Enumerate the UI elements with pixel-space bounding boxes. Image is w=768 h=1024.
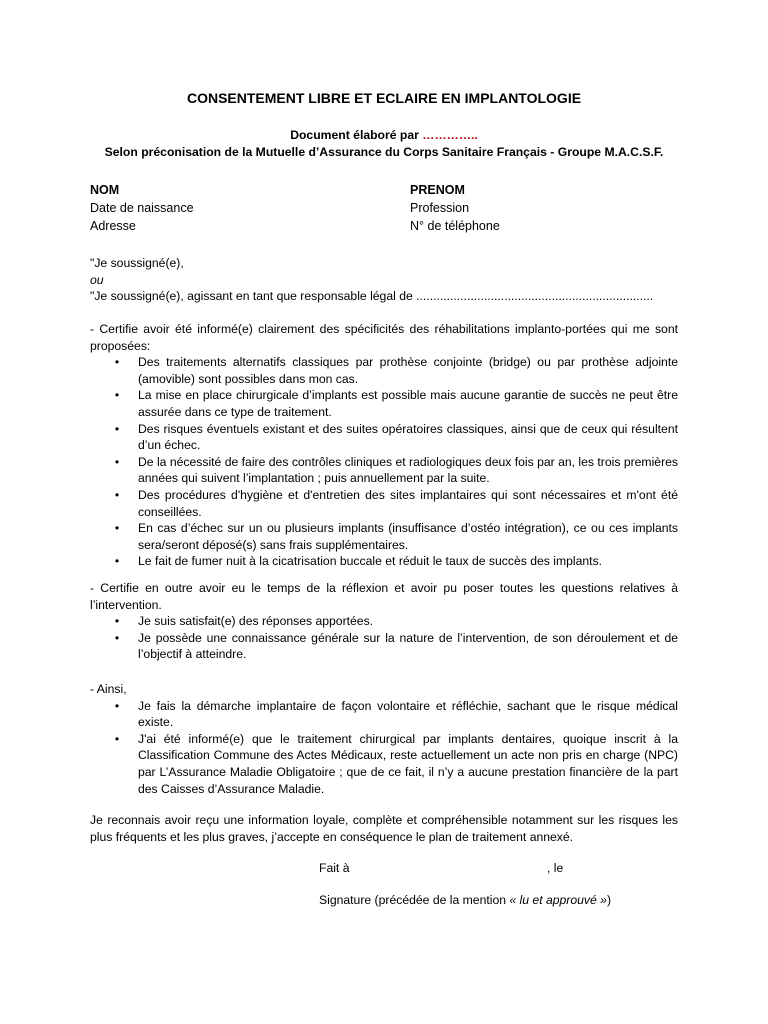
bullet-icon: • (114, 388, 120, 403)
bullet-icon: • (114, 614, 120, 629)
bullet-icon: • (114, 454, 120, 469)
field-phone: N° de téléphone (410, 219, 500, 233)
list-item: • En cas d’échec sur un ou plusieurs implants (insuffisance d’ostéo intégration), ce ou ces implants sera/seront déposé(s) sans frais supplémentaires. (138, 520, 678, 553)
bullet-icon: • (114, 421, 120, 436)
section-information (90, 321, 678, 570)
bullet-icon: • (114, 487, 120, 502)
list-item: • Je possède une connaissance générale sur la nature de l’intervention, de son déroulement et de l’objectif à atteindre. (138, 630, 678, 663)
recommendation-line: Selon préconisation de la Mutuelle d’Assurance du Corps Sanitaire Français - Groupe M.A.C.S.F. (104, 145, 664, 159)
place-date-line (319, 860, 579, 877)
section-intro: - Certifie en outre avoir eu le temps de la réflexion et avoir pu poser toutes les questions relatives à l’intervention. (90, 581, 678, 612)
signature-line (319, 892, 679, 909)
bullet-icon: • (114, 731, 120, 746)
list-item: • J'ai été informé(e) que le traitement chirurgical par implants dentaires, quoique inscrit à la Classification Commune des Actes Médicaux, reste actuellement un acte non pris en charge (NPC) par L’Assurance Maladie Obligatoire ; que de ce fait, il n’y a aucune prestation financière de la part des Caisses d’Assurance Maladie. (138, 731, 678, 797)
signer-line-1: "Je soussigné(e), (90, 256, 184, 270)
bullet-icon: • (114, 554, 120, 569)
bullet-list (90, 354, 678, 570)
list-item: • Des procédures d'hygiène et d'entretien des sites implantaires qui sont nécessaires et m'ont été conseillées. (138, 487, 678, 520)
field-address: Adresse (90, 219, 136, 233)
list-item: • La mise en place chirurgicale d’implants est possible mais aucune garantie de succès ne peut être assurée dans ce type de traitement. (138, 387, 678, 420)
field-profession: Profession (410, 201, 470, 215)
date-label: , le (547, 861, 564, 875)
author-line (0, 127, 768, 144)
field-nom: NOM (90, 183, 120, 197)
list-item: • Je suis satisfait(e) des réponses apportées. (138, 613, 678, 630)
bullet-icon: • (114, 355, 120, 370)
author-placeholder: ………….. (422, 128, 478, 142)
signer-line-2: "Je soussigné(e), agissant en tant que responsable légal de ...................................................................... (90, 289, 654, 304)
bullet-list (90, 613, 678, 663)
bullet-icon: • (114, 521, 120, 536)
section-ainsi (90, 681, 678, 797)
conclusion-text: Je reconnais avoir reçu une information loyale, complète et compréhensible notamment sur les risques les plus fréquents et les plus graves, j’accepte en conséquence le plan de traitement annexé. (90, 813, 678, 844)
list-item: • De la nécessité de faire des contrôles cliniques et radiologiques deux fois par an, les trois premières années qui suivent l’implantation ; puis annuellement par la suite. (138, 454, 678, 487)
list-item: • Le fait de fumer nuit à la cicatrisation buccale et réduit le taux de succès des implants. (138, 553, 678, 570)
signer-block (90, 255, 678, 305)
fait-a-label: Fait à (319, 861, 350, 875)
document-title: CONSENTEMENT LIBRE ET ECLAIRE EN IMPLANTOLOGIE (186, 90, 582, 106)
signer-or: ou (90, 272, 104, 287)
signature-close: ) (606, 893, 612, 907)
field-row (90, 181, 678, 199)
section-intro: - Ainsi, (90, 682, 127, 696)
signature-label: Signature (précédée de la mention (319, 893, 510, 907)
list-item: • Des risques éventuels existant et des suites opératoires classiques, ainsi que de ceux qui résultent d’un échec. (138, 421, 678, 454)
author-label: Document élaboré par (290, 128, 423, 142)
bullet-icon: • (114, 698, 120, 713)
signature-mention: « lu et approuvé » (509, 893, 607, 907)
field-birth: Date de naissance (90, 201, 194, 215)
section-intro: - Certifie avoir été informé(e) clairement des spécificités des réhabilitations implanto-portées qui me sont proposées: (90, 322, 678, 353)
list-item: • Des traitements alternatifs classiques par prothèse conjointe (bridge) ou par prothèse adjointe (amovible) sont possibles dans mon cas. (138, 354, 678, 387)
field-row (90, 199, 678, 217)
bullet-list (90, 698, 678, 798)
list-item: • Je fais la démarche implantaire de façon volontaire et réfléchie, sachant que le risque médical existe. (138, 698, 678, 731)
section-reflection (90, 580, 678, 663)
bullet-icon: • (114, 630, 120, 645)
field-row (90, 217, 678, 235)
conclusion-block (90, 812, 678, 845)
patient-fields (90, 181, 678, 235)
field-prenom: PRENOM (410, 183, 465, 197)
document-subheader (0, 127, 768, 161)
